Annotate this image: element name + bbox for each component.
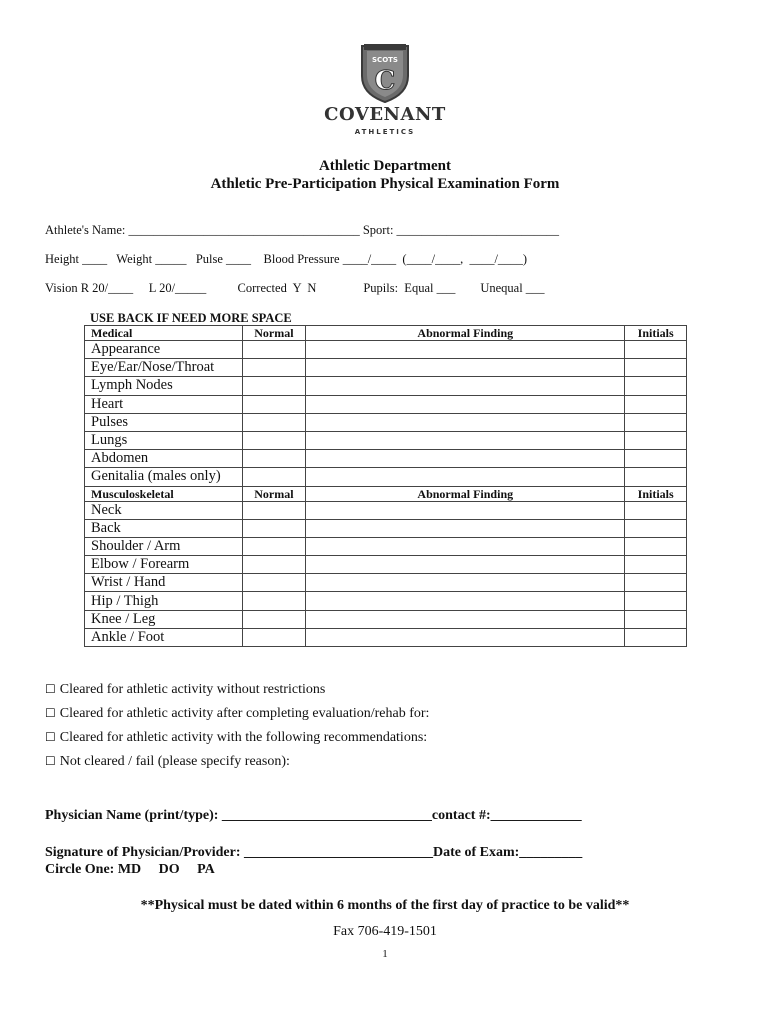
abnormal-cell[interactable] xyxy=(306,592,625,610)
vitals-line[interactable]: Height ____ Weight _____ Pulse ____ Blood Pressure ____/____ (____/____, ____/____) xyxy=(45,252,528,266)
initials-cell[interactable] xyxy=(625,574,687,592)
abnormal-cell[interactable] xyxy=(306,377,625,395)
header-normal: Normal xyxy=(242,486,306,501)
normal-cell[interactable] xyxy=(242,556,306,574)
header-medical: Medical xyxy=(85,326,243,341)
clearance-option[interactable] xyxy=(45,754,290,770)
header-initials: Initials xyxy=(625,486,687,501)
table-row xyxy=(85,359,687,377)
checkbox-icon[interactable]: ☐ xyxy=(45,682,56,696)
checkbox-icon[interactable]: ☐ xyxy=(45,754,56,768)
row-label: Eye/Ear/Nose/Throat xyxy=(85,359,243,377)
abnormal-cell[interactable] xyxy=(306,537,625,555)
physician-name-line[interactable]: Physician Name (print/type): ______________________________contact #:_____________ xyxy=(45,808,582,823)
normal-cell[interactable] xyxy=(242,501,306,519)
normal-cell[interactable] xyxy=(242,574,306,592)
normal-cell[interactable] xyxy=(242,519,306,537)
abnormal-cell[interactable] xyxy=(306,341,625,359)
clearance-option[interactable] xyxy=(45,706,429,722)
athlete-sport-line[interactable]: Athlete's Name: _____________________________________ Sport: __________________________ xyxy=(45,223,560,237)
abnormal-cell[interactable] xyxy=(306,556,625,574)
table-row xyxy=(85,519,687,537)
row-label: Heart xyxy=(85,395,243,413)
abnormal-cell[interactable] xyxy=(306,610,625,628)
shield-icon xyxy=(358,42,412,104)
page-number: 1 xyxy=(382,948,388,960)
table-row xyxy=(85,395,687,413)
checkbox-icon[interactable]: ☐ xyxy=(45,706,56,720)
clearance-label: Cleared for athletic activity with the following recommendations: xyxy=(59,730,428,745)
normal-cell[interactable] xyxy=(242,359,306,377)
row-label: Knee / Leg xyxy=(85,610,243,628)
table-row xyxy=(85,450,687,468)
row-label: Hip / Thigh xyxy=(85,592,243,610)
normal-cell[interactable] xyxy=(242,413,306,431)
abnormal-cell[interactable] xyxy=(306,501,625,519)
initials-cell[interactable] xyxy=(625,556,687,574)
initials-cell[interactable] xyxy=(625,377,687,395)
shield-letter: C xyxy=(374,66,396,96)
table-row xyxy=(85,413,687,431)
table-row xyxy=(85,556,687,574)
initials-cell[interactable] xyxy=(625,501,687,519)
normal-cell[interactable] xyxy=(242,537,306,555)
abnormal-cell[interactable] xyxy=(306,519,625,537)
normal-cell[interactable] xyxy=(242,377,306,395)
initials-cell[interactable] xyxy=(625,468,687,486)
form-title: Athletic Pre-Participation Physical Examination Form xyxy=(210,176,560,192)
abnormal-cell[interactable] xyxy=(306,450,625,468)
header-musculoskeletal: Musculoskeletal xyxy=(85,486,243,501)
initials-cell[interactable] xyxy=(625,413,687,431)
normal-cell[interactable] xyxy=(242,610,306,628)
table-row xyxy=(85,341,687,359)
normal-cell[interactable] xyxy=(242,431,306,449)
row-label: Shoulder / Arm xyxy=(85,537,243,555)
medical-header-row xyxy=(85,326,687,341)
normal-cell[interactable] xyxy=(242,468,306,486)
normal-cell[interactable] xyxy=(242,395,306,413)
clearance-label: Not cleared / fail (please specify reason): xyxy=(59,754,290,769)
row-label: Neck xyxy=(85,501,243,519)
musculoskeletal-header-row xyxy=(85,486,687,501)
abnormal-cell[interactable] xyxy=(306,574,625,592)
table-row xyxy=(85,592,687,610)
row-label: Wrist / Hand xyxy=(85,574,243,592)
normal-cell[interactable] xyxy=(242,628,306,646)
shield-text: SCOTS xyxy=(372,56,398,64)
initials-cell[interactable] xyxy=(625,628,687,646)
initials-cell[interactable] xyxy=(625,341,687,359)
initials-cell[interactable] xyxy=(625,519,687,537)
initials-cell[interactable] xyxy=(625,395,687,413)
row-label: Elbow / Forearm xyxy=(85,556,243,574)
table-row xyxy=(85,377,687,395)
header-normal: Normal xyxy=(242,326,306,341)
header-abnormal-finding: Abnormal Finding xyxy=(306,326,625,341)
initials-cell[interactable] xyxy=(625,592,687,610)
covenant-logo xyxy=(325,42,445,142)
abnormal-cell[interactable] xyxy=(306,413,625,431)
back-note: USE BACK IF NEED MORE SPACE xyxy=(90,311,292,325)
row-label: Lungs xyxy=(85,431,243,449)
row-label: Appearance xyxy=(85,341,243,359)
initials-cell[interactable] xyxy=(625,610,687,628)
table-row xyxy=(85,468,687,486)
department-title: Athletic Department xyxy=(318,158,452,174)
table-row xyxy=(85,537,687,555)
normal-cell[interactable] xyxy=(242,592,306,610)
abnormal-cell[interactable] xyxy=(306,359,625,377)
header-initials: Initials xyxy=(625,326,687,341)
fax-number: Fax 706-419-1501 xyxy=(333,924,437,939)
table-row xyxy=(85,610,687,628)
initials-cell[interactable] xyxy=(625,431,687,449)
row-label: Genitalia (males only) xyxy=(85,468,243,486)
normal-cell[interactable] xyxy=(242,341,306,359)
table-row xyxy=(85,574,687,592)
table-row xyxy=(85,628,687,646)
row-label: Abdomen xyxy=(85,450,243,468)
abnormal-cell[interactable] xyxy=(306,468,625,486)
table-row xyxy=(85,431,687,449)
initials-cell[interactable] xyxy=(625,537,687,555)
validity-note: **Physical must be dated within 6 months of the first day of practice to be valid** xyxy=(140,898,630,913)
signature-line[interactable]: Signature of Physician/Provider: ___________________________Date of Exam:_________ xyxy=(45,845,583,860)
abnormal-cell[interactable] xyxy=(306,431,625,449)
circle-one-line[interactable]: Circle One: MD DO PA xyxy=(45,862,215,877)
row-label: Pulses xyxy=(85,413,243,431)
exam-table xyxy=(84,325,687,647)
clearance-option[interactable] xyxy=(45,682,325,698)
abnormal-cell[interactable] xyxy=(306,395,625,413)
abnormal-cell[interactable] xyxy=(306,628,625,646)
table-row xyxy=(85,501,687,519)
vision-line[interactable]: Vision R 20/____ L 20/_____ Corrected Y N Pupils: Equal ___ Unequal ___ xyxy=(45,281,545,295)
row-label: Back xyxy=(85,519,243,537)
clearance-label: Cleared for athletic activity after completing evaluation/rehab for: xyxy=(59,706,430,721)
row-label: Lymph Nodes xyxy=(85,377,243,395)
brand-name: COVENANT xyxy=(324,104,446,125)
initials-cell[interactable] xyxy=(625,450,687,468)
normal-cell[interactable] xyxy=(242,450,306,468)
row-label: Ankle / Foot xyxy=(85,628,243,646)
clearance-option[interactable] xyxy=(45,730,427,746)
clearance-label: Cleared for athletic activity without restrictions xyxy=(59,682,326,697)
brand-subtitle: ATHLETICS xyxy=(354,128,416,136)
header-abnormal-finding: Abnormal Finding xyxy=(306,486,625,501)
initials-cell[interactable] xyxy=(625,359,687,377)
checkbox-icon[interactable]: ☐ xyxy=(45,730,56,744)
